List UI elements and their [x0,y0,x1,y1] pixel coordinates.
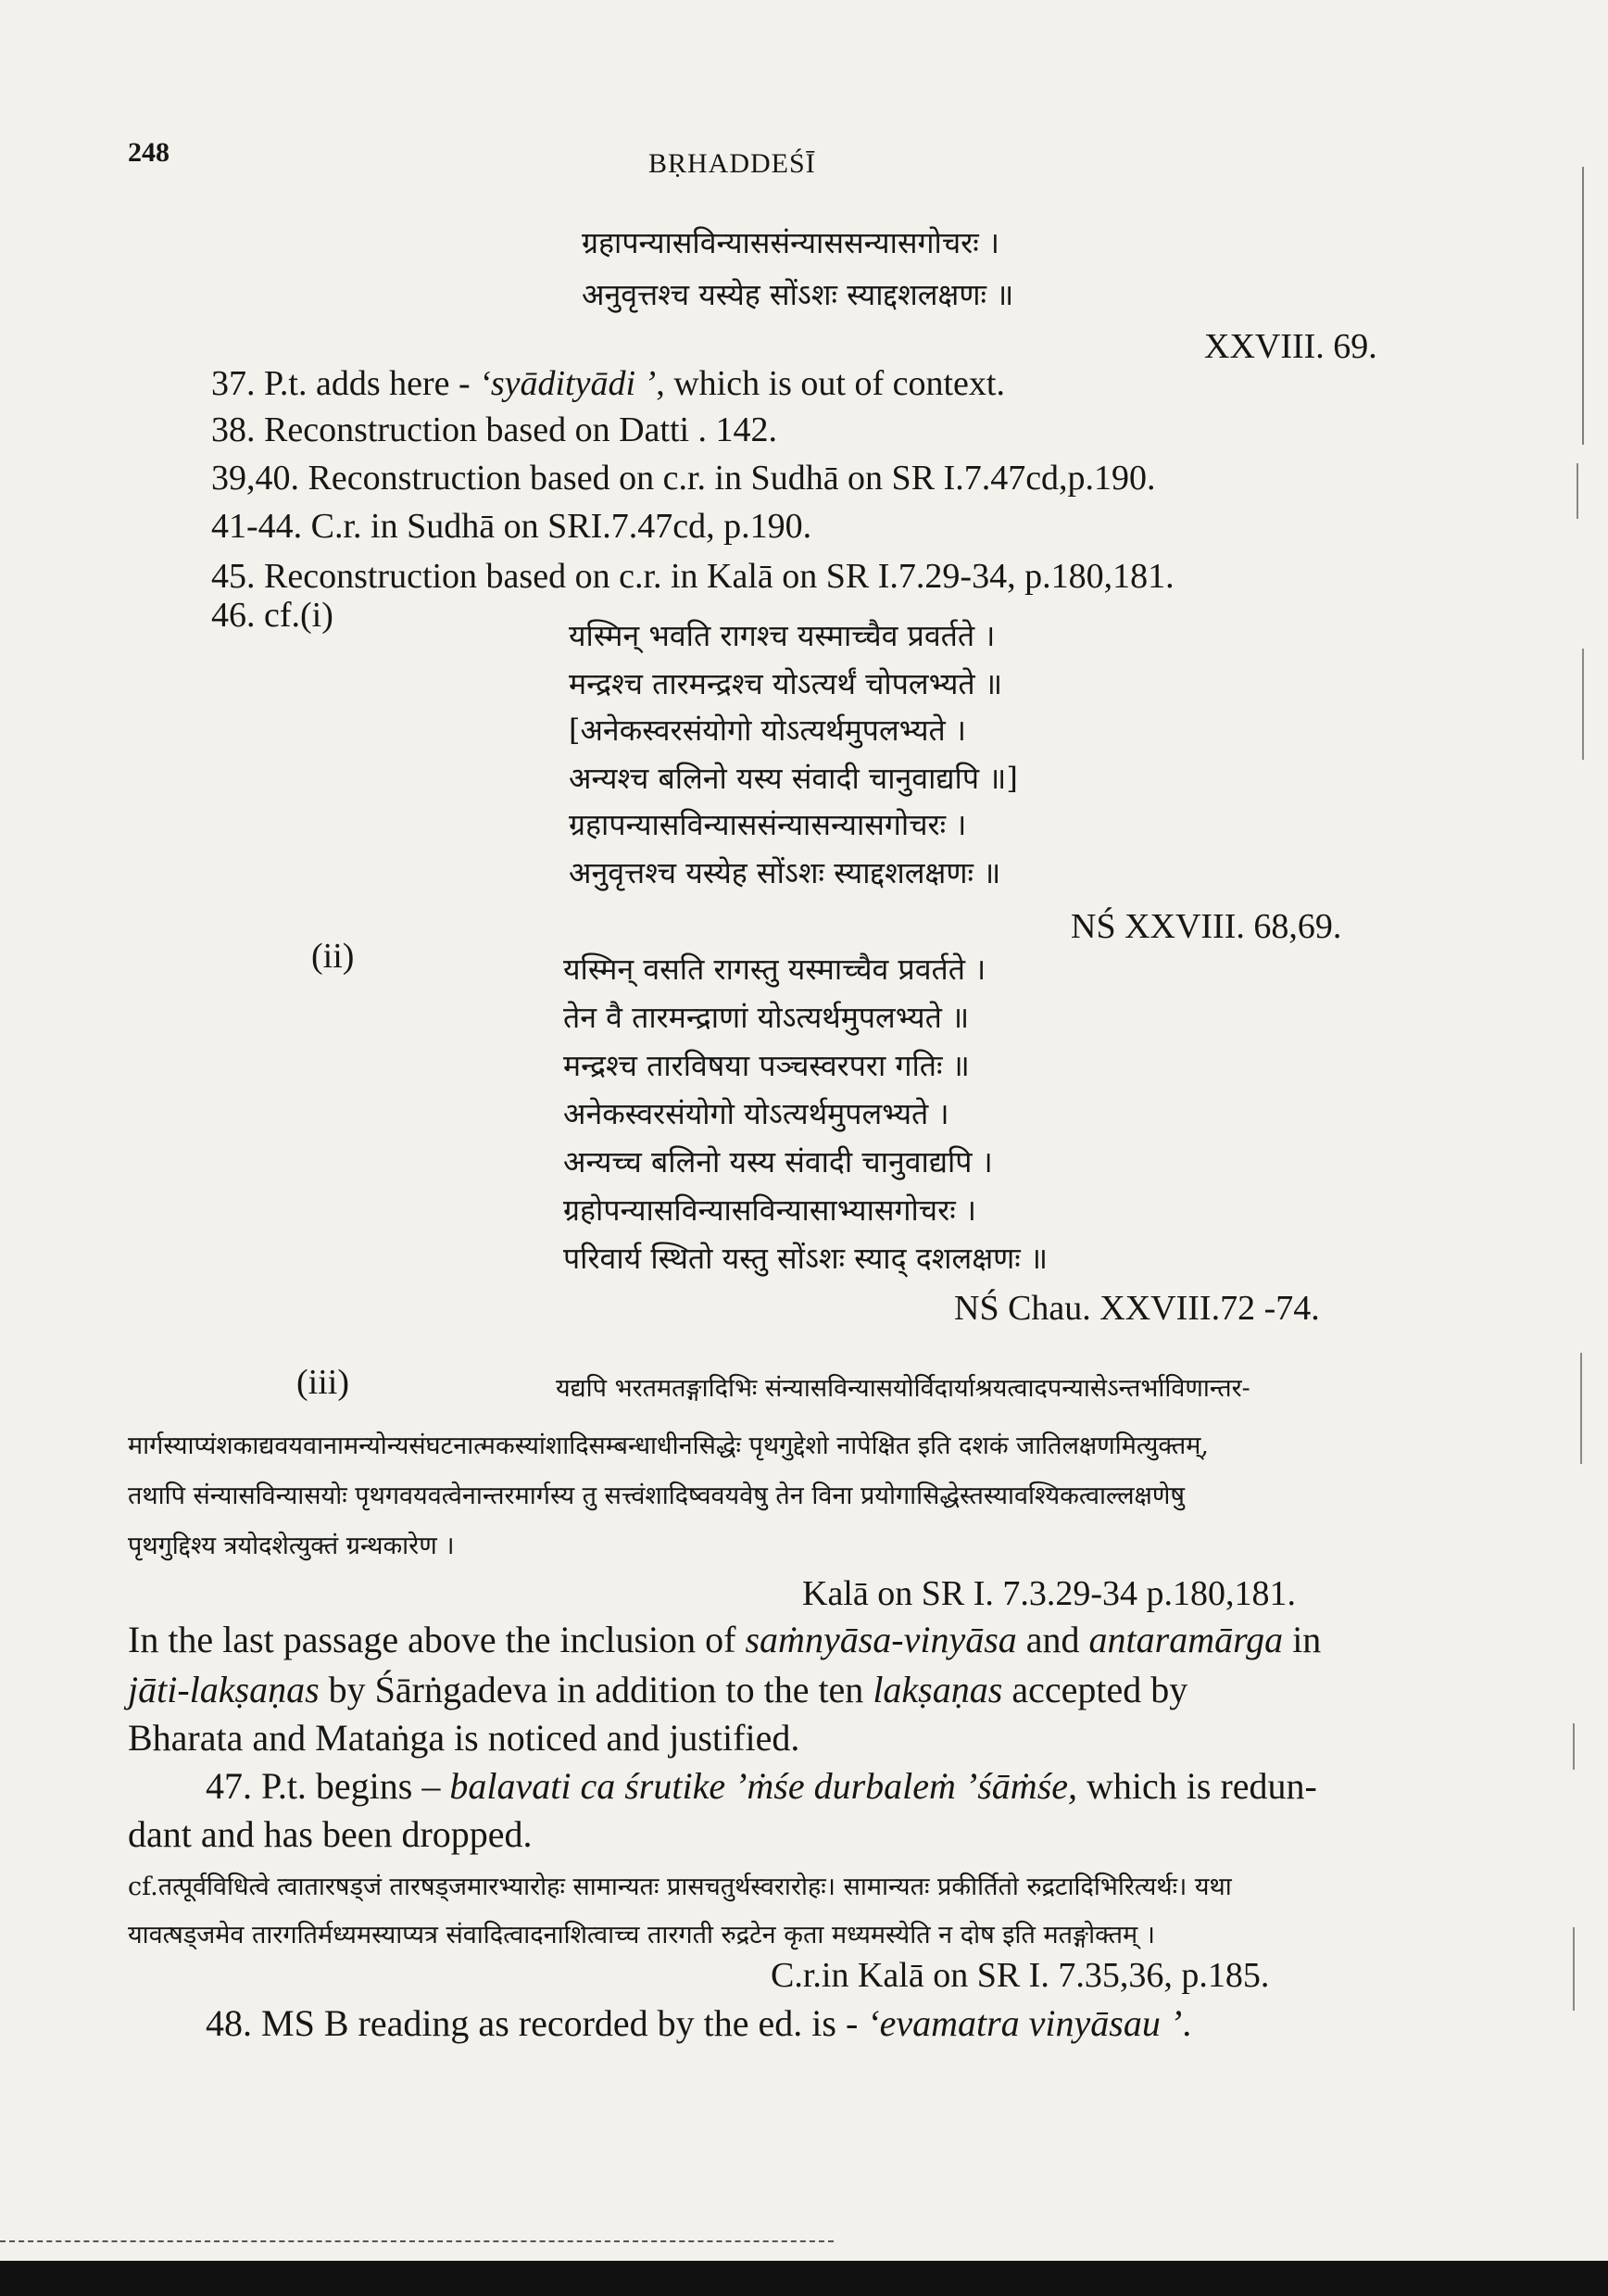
para-text: accepted by [1002,1669,1188,1710]
note-number: 45. [211,557,256,596]
page-number: 248 [128,137,170,168]
note-italic: balavati ca śrutike ’ṁśe durbaleṁ ’śāṁśe, [449,1765,1078,1807]
verse-ii-line: यस्मिन् वसति रागस्तु यस्माच्चैव प्रवर्तते । [563,952,986,987]
scan-margin-mark [1582,649,1584,760]
footnote-37 [211,363,1005,404]
verse-i-line: मन्द्रश्च तारमन्द्रश्च योऽत्यर्थं चोपलभ्यते ॥ [569,666,1003,701]
top-verse-line: ग्रहापन्यासविन्याससंन्याससन्यासगोचरः । [582,225,1000,260]
scan-bottom-edge [0,2261,1608,2296]
para-text: Bharata and Mataṅga is noticed and justified. [128,1717,800,1759]
footnote-47-line: dant and has been dropped. [128,1813,533,1855]
note-text: . [1182,2002,1192,2044]
prose-iii-line: तथापि संन्यासविन्यासयोः पृथगवयवत्वेनान्तरमार्गस्य तु सत्त्वंशादिष्ववयवेषु तेन विना प्रयोगासिद्धेस्तस्यावश्यिकत्वाल्लक्षणेषु [128,1482,1186,1510]
prose-iii-line: यद्यपि भरतमतङ्गादिभिः संन्यासविन्यासयोर्विदार्याश्रयत्वादपन्यासेऽन्तर्भाविणान्तर- [556,1374,1250,1403]
para-text: In the last passage above the inclusion of [128,1619,746,1660]
scan-margin-mark [1582,167,1584,445]
note-italic: ‘evamatra vinyāsau ’ [867,2002,1183,2044]
footnote-48 [206,2001,1191,2045]
footnote-39-40 [211,458,1156,498]
verse-ii-reference: NŚ Chau. XXVIII.72 -74. [954,1289,1320,1328]
scan-margin-mark [1580,1353,1582,1464]
top-verse-line: अनुवृत्तश्च यस्येह सोंऽशः स्याद्दशलक्षणः ॥ [582,277,1014,312]
verse-ii-line: तेन वै तारमन्द्राणां योऽत्यर्थमुपलभ्यते ॥ [563,1000,970,1035]
top-verse-reference: XXVIII. 69. [1204,327,1377,366]
note-text: 48. MS B reading as recorded by the ed. is - [206,2002,868,2044]
note-text: , which is out of context. [656,364,1005,403]
verse-i-line: यस्मिन् भवति रागश्च यस्माच्चैव प्रवर्तते । [569,618,996,653]
english-paragraph-line [128,1618,1321,1661]
footnote-47-line [206,1764,1317,1808]
para-text: in [1283,1619,1322,1660]
footnote-47-reference: C.r.in Kalā on SR I. 7.35,36, p.185. [771,1956,1270,1995]
footnote-41-44 [211,506,811,547]
verse-ii-line: परिवार्य स्थितो यस्तु सोंऽशः स्याद् दशलक्षणः ॥ [563,1241,1049,1276]
note-text: 47. P.t. begins – [206,1765,450,1807]
note-number: 39,40. [211,459,299,498]
note-text: P.t. adds here - [264,364,480,403]
verse-i-line: अनुवृत्तश्च यस्येह सोंऽशः स्याद्दशलक्षणः ॥ [569,855,1001,890]
running-head: BṚHADDEŚĪ [648,148,816,179]
prose-iii-line: पृथगुद्दिश्य त्रयोदशेत्युक्तं ग्रन्थकारेण । [128,1532,455,1560]
prose-iii-reference: Kalā on SR I. 7.3.29-34 p.180,181. [802,1574,1297,1613]
scan-edge-dots [0,2240,834,2244]
verse-ii-line: मन्द्रश्च तारविषया पञ्चस्वरपरा गतिः ॥ [563,1048,970,1083]
note-italic: ‘syādityādi ’ [479,364,657,403]
note-text: Reconstruction based on c.r. in Kalā on SR I.7.29-34, p.180,181. [264,557,1175,596]
scan-margin-mark [1573,1927,1575,2011]
subitem-iii-label: (iii) [296,1363,349,1402]
verse-ii-line: अनेकस्वरसंयोगो योऽत्यर्थमुपलभ्यते । [563,1096,949,1131]
note-text: Reconstruction based on Datti . 142. [264,410,778,449]
note-number: 41-44. [211,507,303,546]
para-text: by Śārṅgadeva in addition to the ten [319,1669,873,1710]
verse-ii-line: ग्रहोपन्यासविन्यासविन्यासाभ्यासगोचरः । [563,1192,976,1228]
subitem-ii-label: (ii) [311,937,355,976]
footnote-47-sanskrit: cf.तत्पूर्वविधित्वे त्वातारषड्जं तारषड्जमारभ्यारोहः सामान्यतः प्रासचतुर्थस्वरारोहः। सामान्यतः प्रकीर्तितो रुद्रटादिभिरित्यर्थः। यथा [128,1873,1232,1901]
footnote-38 [211,410,777,450]
prose-iii-line: मार्गस्याप्यंशकाद्यवयवानामन्योन्यसंघटनात्मकस्यांशादिसम्बन्धाधीनसिद्धेः पृथगुद्देशो नापेक्षित इति दशकं जातिलक्षणमित्युक्तम्, [128,1432,1209,1460]
english-paragraph-line [128,1716,799,1760]
para-italic: saṁnyāsa-vinyāsa [745,1619,1017,1660]
footnote-47-sanskrit: यावत्षड्जमेव तारगतिर्मध्यमस्याप्यत्र संवादित्वादनाशित्वाच्च तारगती रुद्रटेन कृता मध्यमस्येति न दोष इति मतङ्गोक्तम् । [128,1921,1155,1949]
scan-margin-mark [1573,1723,1575,1770]
para-italic: antaramārga [1088,1619,1284,1660]
verse-i-line: अन्यश्च बलिनो यस्य संवादी चानुवाद्यपि ॥] [569,761,1018,796]
verse-i-reference: NŚ XXVIII. 68,69. [1071,907,1342,946]
scan-margin-mark [1577,463,1578,519]
note-number: 37. [211,364,256,403]
para-italic: lakṣaṇas [873,1669,1003,1710]
footnote-46-label: 46. cf.(i) [211,596,333,635]
verse-i-line: ग्रहापन्यासविन्याससंन्यासन्यासगोचरः । [569,807,967,842]
note-number: 38. [211,410,256,449]
note-text: Reconstruction based on c.r. in Sudhā on SR I.7.47cd,p.190. [308,459,1156,498]
note-text: which is redun- [1077,1765,1317,1807]
para-text: and [1016,1619,1089,1660]
para-italic: jāti-lakṣaṇas [128,1669,320,1710]
footnote-45 [211,556,1175,597]
note-text: C.r. in Sudhā on SRI.7.47cd, p.190. [310,507,812,546]
verse-ii-line: अन्यच्च बलिनो यस्य संवादी चानुवाद्यपि । [563,1144,993,1180]
verse-i-line: [अनेकस्वरसंयोगो योऽत्यर्थमुपलभ्यते । [569,713,967,748]
english-paragraph-line [128,1668,1187,1711]
